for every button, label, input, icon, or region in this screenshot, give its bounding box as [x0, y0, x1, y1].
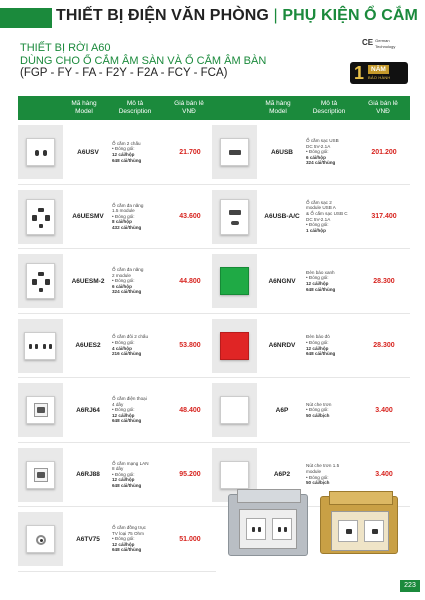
product-description [112, 185, 166, 249]
product-price: 21.700 [179, 148, 201, 156]
table-row [212, 249, 410, 314]
product-description [306, 249, 360, 313]
warranty-label: NĂM [368, 65, 389, 74]
description-line: Nút che trơn [306, 401, 332, 407]
page-title [56, 7, 418, 25]
subtitle-line-3: (FGP - FY - FA - F2Y - F2A - FCY - FCA) [20, 67, 228, 79]
table-row [212, 314, 410, 379]
product-model: A6NRDV [268, 342, 296, 349]
product-model: A6RJ88 [76, 471, 100, 478]
product-image [18, 125, 63, 179]
description-line: Đèn báo xanh [306, 269, 335, 275]
ce-line-2: Technology [375, 43, 396, 49]
product-price: 95.200 [179, 471, 201, 478]
header-accent-bar [0, 8, 52, 28]
ce-certification-badge [362, 38, 418, 50]
table-row [212, 185, 410, 250]
description-line: • Đóng gói: [112, 278, 135, 284]
packaging-line: 432 cái/thùng [112, 224, 142, 230]
description-line: 8 dây [112, 466, 124, 472]
product-price: 53.800 [179, 342, 201, 349]
page-number: 223 [400, 580, 420, 592]
product-image [212, 254, 257, 308]
product-model: A6P [275, 406, 289, 414]
product-description [112, 314, 166, 378]
product-description [306, 120, 360, 184]
description-line: Ổ cắm sạc 2 [306, 199, 332, 205]
table-row [18, 120, 216, 185]
product-model: A6UESM-2 [71, 277, 105, 285]
description-line: • Đóng gói: [112, 536, 135, 542]
usb-ac-socket-icon [220, 199, 249, 235]
product-description [112, 378, 166, 442]
packaging-line: 648 cái/thùng [112, 157, 142, 163]
product-model: A6TV75 [76, 535, 100, 543]
usb-socket-icon [220, 138, 249, 166]
product-image [212, 319, 257, 373]
description-line: • Đóng gói: [112, 407, 135, 413]
two-pin-socket-icon [26, 138, 55, 166]
product-image [18, 512, 63, 566]
col-model: Mã hàng Model [71, 100, 97, 115]
packaging-line: 4 cái/hộp [112, 345, 132, 351]
warranty-badge [350, 62, 408, 84]
packaging-line: 648 cái/thùng [112, 547, 142, 553]
description-line: Ổ cắm mạng LAN [112, 460, 149, 466]
description-line: • Đóng gói: [306, 407, 329, 413]
description-line: • Đóng gói: [306, 474, 329, 480]
packaging-line: 12 cái/hộp [112, 541, 135, 547]
product-price: 201.200 [371, 148, 397, 156]
universal-socket-icon [26, 263, 55, 299]
product-image [212, 190, 257, 244]
description-line: • Đóng gói: [112, 339, 135, 345]
packaging-line: 648 cái/thùng [112, 482, 142, 488]
product-image [18, 319, 63, 373]
description-line: DC 5V-2.1A [306, 143, 331, 149]
product-description [112, 120, 166, 184]
table-row [18, 507, 216, 572]
col-price: Giá bán lẻ VNĐ [368, 100, 398, 115]
description-line: 2 module [112, 272, 131, 278]
table-row [18, 443, 216, 508]
description-line: • Đóng gói: [112, 213, 135, 219]
packaging-line: 12 cái/hộp [112, 477, 135, 483]
product-image [212, 383, 257, 437]
description-line: • Đóng gói: [112, 471, 135, 477]
packaging-line: 6 cái/hộp [306, 154, 326, 160]
product-description [306, 378, 360, 442]
packaging-line: 50 cái/bịch [306, 480, 330, 486]
packaging-line: 6 cái/hộp [112, 283, 132, 289]
product-image [212, 125, 257, 179]
tv-socket-icon [26, 525, 55, 553]
product-price: 3.400 [375, 406, 393, 414]
subtitle-line-2: DÙNG CHO Ổ CẮM ÂM SÀN VÀ Ổ CẮM ÂM BÀN [20, 54, 267, 67]
floor-box-photos [212, 488, 410, 560]
packaging-line: 648 cái/thùng [306, 286, 336, 292]
product-image [18, 383, 63, 437]
product-table-left [18, 96, 216, 572]
description-line: Ổ cắm đôi 2 chấu [112, 334, 149, 340]
description-line: Nút che trơn 1.5 [306, 463, 340, 469]
packaging-line: 12 cái/hộp [306, 345, 329, 351]
description-line: Ổ cắm điện thoại [112, 396, 147, 402]
product-price: 317.400 [371, 213, 397, 220]
packaging-line: 12 cái/hộp [112, 152, 135, 157]
title-part-2: PHỤ KIỆN Ổ CẮM [282, 7, 418, 24]
description-line: 1.5 module [112, 208, 135, 214]
product-model: A6UESMV [72, 213, 104, 220]
page-header [0, 0, 425, 36]
product-image [18, 448, 63, 502]
product-description [306, 314, 360, 378]
packaging-line: 12 cái/hộp [306, 281, 329, 286]
warranty-sub: BẢO HÀNH [368, 75, 391, 80]
description-line: • Đóng gói: [112, 146, 135, 152]
packaging-line: 216 cái/thùng [112, 351, 142, 357]
product-description [112, 507, 166, 571]
product-price: 28.300 [373, 342, 395, 349]
product-price: 44.800 [179, 277, 201, 285]
product-model: A6USV [77, 148, 99, 156]
col-price: Giá bán lẻ VNĐ [174, 100, 204, 115]
product-price: 48.400 [179, 406, 201, 414]
product-model: A6P2 [273, 471, 291, 478]
blank-plate-icon [220, 396, 249, 424]
description-line: 4 dây [112, 401, 124, 407]
universal-socket-icon [26, 199, 55, 235]
product-image [18, 254, 63, 308]
product-model: A6USB [270, 148, 294, 156]
product-price: 3.400 [375, 471, 393, 478]
description-line: DC 5V-2.1A [306, 216, 331, 222]
description-line: & Ổ cắm sạc USB C [306, 210, 348, 216]
blank-plate-icon [220, 461, 249, 489]
table-row [212, 120, 410, 185]
packaging-line: 648 cái/thùng [112, 418, 142, 424]
title-part-1: THIẾT BỊ ĐIỆN VĂN PHÒNG [56, 7, 269, 24]
product-model: A6NGNV [268, 277, 296, 285]
description-line: • Đóng gói: [306, 149, 329, 155]
table-header [212, 96, 410, 120]
product-image [18, 190, 63, 244]
product-price: 43.600 [179, 213, 201, 220]
warranty-number: 1 [354, 63, 365, 83]
product-model: A6RJ64 [76, 406, 100, 414]
ce-mark: CE [362, 38, 374, 47]
description-line: TV loại 75 Ohm [112, 530, 144, 536]
packaging-line: 324 cái/thùng [306, 160, 336, 166]
description-line: Ổ cắm đa năng [112, 267, 144, 273]
col-description: Mô tả Description [312, 100, 346, 115]
description-line: Ổ cắm 2 chấu [112, 140, 141, 146]
description-line: • Đóng gói: [306, 339, 329, 345]
product-description [112, 443, 166, 507]
subtitle-line-1: THIẾT BỊ RỜI A60 [20, 42, 111, 54]
green-indicator-icon [220, 267, 249, 295]
packaging-line: 12 cái/hộp [112, 412, 135, 418]
phone-jack-icon [26, 396, 55, 424]
description-line: • Đóng gói: [306, 275, 329, 281]
silver-floor-box-image [228, 494, 308, 556]
product-price: 28.300 [373, 277, 395, 285]
description-line: module USB A [306, 205, 336, 211]
product-table-right [212, 96, 410, 507]
product-model: A6UES2 [75, 342, 101, 349]
table-row [18, 378, 216, 443]
description-line: Đèn báo đỏ [306, 334, 330, 340]
description-line: Ổ cắm đa năng [112, 202, 144, 208]
table-header [18, 96, 216, 120]
table-row [18, 314, 216, 379]
ce-line-1: German [375, 38, 390, 43]
packaging-line: 8 cái/hộp [112, 219, 132, 225]
red-indicator-icon [220, 332, 249, 360]
description-line: module [306, 468, 322, 474]
packaging-line: 324 cái/thùng [112, 289, 142, 295]
packaging-line: 1 cái/hộp [306, 227, 326, 233]
double-socket-icon [24, 332, 56, 360]
description-line: • Đóng gói: [306, 222, 329, 228]
table-row [212, 378, 410, 443]
product-description [112, 249, 166, 313]
packaging-line: 50 cái/bịch [306, 412, 330, 418]
product-price: 51.000 [179, 535, 201, 543]
table-row [18, 249, 216, 314]
table-row [18, 185, 216, 250]
lan-jack-icon [26, 461, 55, 489]
product-model: A6USB-A/C [264, 213, 300, 220]
col-model: Mã hàng Model [265, 100, 291, 115]
col-description: Mô tả Description [118, 100, 152, 115]
product-description [306, 185, 360, 249]
packaging-line: 648 cái/thùng [306, 351, 336, 357]
title-separator: | [273, 7, 278, 24]
section-subtitle [20, 42, 266, 80]
description-line: Ổ cắm sạc USB [306, 138, 339, 144]
description-line: Ổ cắm đồng trục [112, 525, 146, 531]
gold-floor-box-image [320, 496, 398, 554]
